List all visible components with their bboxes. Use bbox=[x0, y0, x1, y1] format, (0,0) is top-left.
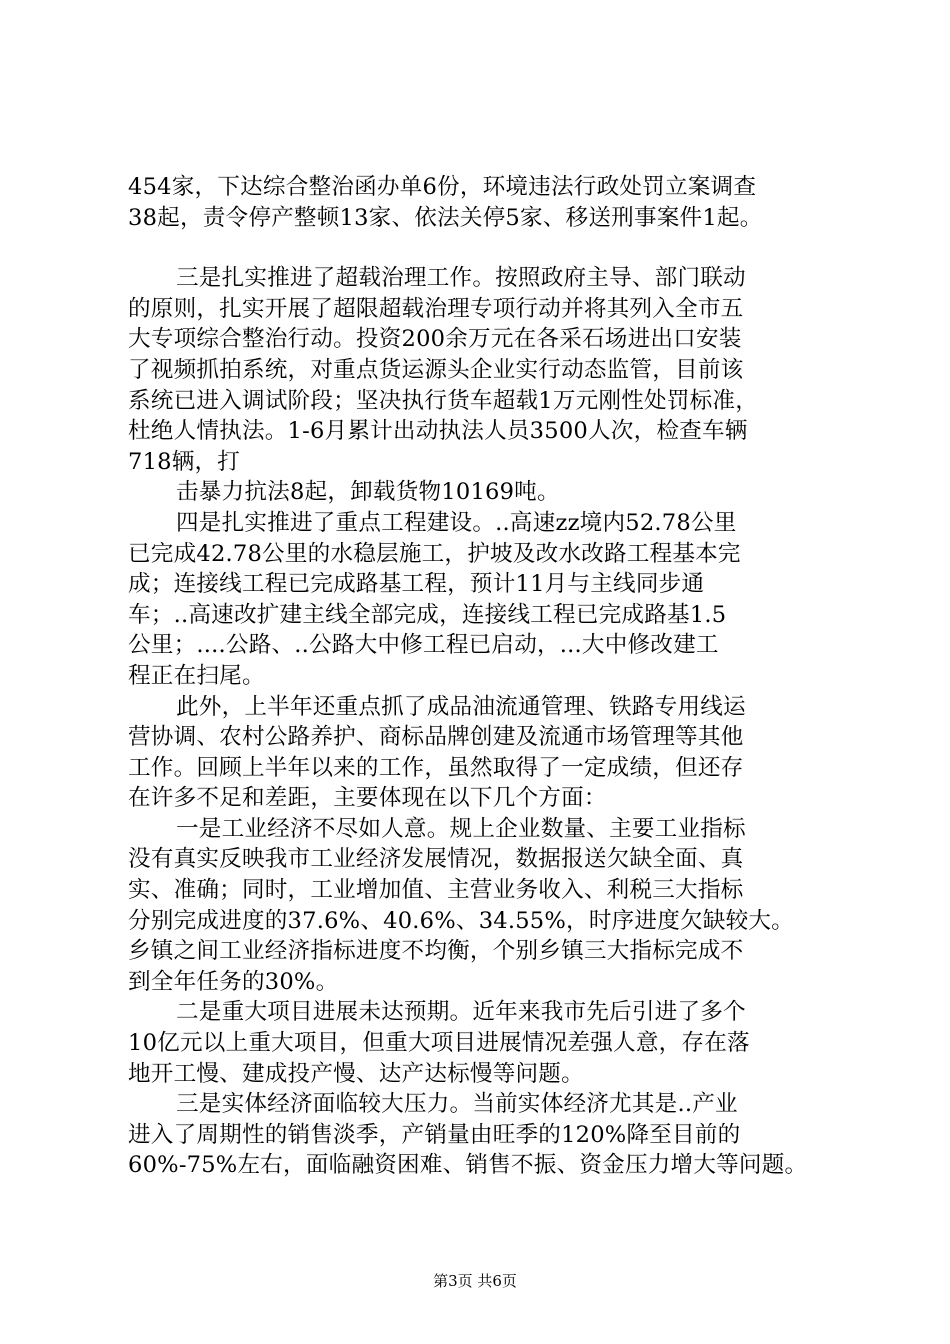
text-line: 一是工业经济不尽如人意。规上企业数量、主要工业指标 bbox=[176, 815, 746, 842]
text-line: 车；..高速改扩建主线全部完成，连接线工程已完成路基1.5 bbox=[128, 601, 727, 628]
text-line: 10亿元以上重大项目，但重大项目进展情况差强人意，存在落 bbox=[128, 1030, 750, 1057]
text-line: 成；连接线工程已完成路基工程，预计11月与主线同步通 bbox=[128, 571, 705, 598]
text-line: 系统已进入调试阶段；坚决执行货车超载1万元刚性处罚标准， bbox=[128, 387, 759, 414]
text-line: 718辆，打 bbox=[128, 448, 241, 475]
text-line: 在许多不足和差距，主要体现在以下几个方面： bbox=[128, 785, 607, 812]
text-line: 的原则，扎实开展了超限超载治理专项行动并将其列入全市五 bbox=[128, 295, 744, 322]
paragraph-8 bbox=[128, 1089, 844, 1181]
text-line: 二是重大项目进展未达预期。近年来我市先后引进了多个 bbox=[176, 999, 746, 1026]
paragraph-gap bbox=[128, 233, 844, 263]
text-line: 此外，上半年还重点抓了成品油流通管理、铁路专用线运 bbox=[176, 693, 746, 720]
page-number: 第3页 共6页 bbox=[433, 1272, 517, 1290]
text-line: 实、准确；同时，工业增加值、主营业务收入、利税三大指标 bbox=[128, 877, 744, 904]
text-line: 分别完成进度的37.6%、40.6%、34.55%，时序进度欠缺较大。 bbox=[128, 907, 794, 934]
text-line: 杜绝人情执法。1-6月累计出动执法人员3500人次，检查车辆 bbox=[128, 418, 748, 445]
text-line: 乡镇之间工业经济指标进度不均衡，个别乡镇三大指标完成不 bbox=[128, 938, 744, 965]
text-line: 60%-75%左右，面临融资困难、销售不振、资金压力增大等问题。 bbox=[128, 1152, 808, 1179]
paragraph-3 bbox=[128, 477, 844, 508]
text-line: 工作。回顾上半年以来的工作，虽然取得了一定成绩，但还存 bbox=[128, 754, 744, 781]
paragraph-6 bbox=[128, 814, 844, 998]
text-line: 454家，下达综合整治函办单6份，环境违法行政处罚立案调查 bbox=[128, 174, 757, 200]
text-line: 38起，责令停产整顿13家、依法关停5家、移送刑事案件1起。 bbox=[128, 204, 763, 231]
text-line: 地开工慢、建成投产慢、达产达标慢等问题。 bbox=[128, 1060, 584, 1087]
paragraph-2 bbox=[128, 263, 844, 477]
text-line: 到全年任务的30%。 bbox=[128, 968, 339, 995]
paragraph-5 bbox=[128, 692, 844, 814]
paragraph-1 bbox=[128, 172, 844, 233]
text-line: 击暴力抗法8起，卸载货物10169吨。 bbox=[176, 479, 560, 506]
text-line: 三是扎实推进了超载治理工作。按照政府主导、部门联动 bbox=[176, 265, 746, 292]
text-line: 已完成42.78公里的水稳层施工，护坡及改水改路工程基本完 bbox=[128, 540, 741, 567]
text-line: 公里；....公路、..公路大中修工程已启动，...大中修改建工 bbox=[128, 632, 719, 659]
paragraph-7 bbox=[128, 997, 844, 1089]
text-line: 没有真实反映我市工业经济发展情况，数据报送欠缺全面、真 bbox=[128, 846, 744, 873]
text-line: 四是扎实推进了重点工程建设。..高速zz境内52.78公里 bbox=[176, 509, 737, 536]
document-body bbox=[128, 172, 844, 1181]
text-line: 进入了周期性的销售淡季，产销量由旺季的120%降至目前的 bbox=[128, 1121, 741, 1148]
text-line: 了视频抓拍系统，对重点货运源头企业实行动态监管，目前该 bbox=[128, 356, 744, 383]
paragraph-4 bbox=[128, 508, 844, 692]
text-line: 大专项综合整治行动。投资200余万元在各采石场进出口安装 bbox=[128, 326, 742, 353]
text-line: 程正在扫尾。 bbox=[128, 662, 265, 689]
text-line: 营协调、农村公路养护、商标品牌创建及流通市场管理等其他 bbox=[128, 724, 744, 751]
text-line: 三是实体经济面临较大压力。当前实体经济尤其是..产业 bbox=[176, 1091, 738, 1118]
